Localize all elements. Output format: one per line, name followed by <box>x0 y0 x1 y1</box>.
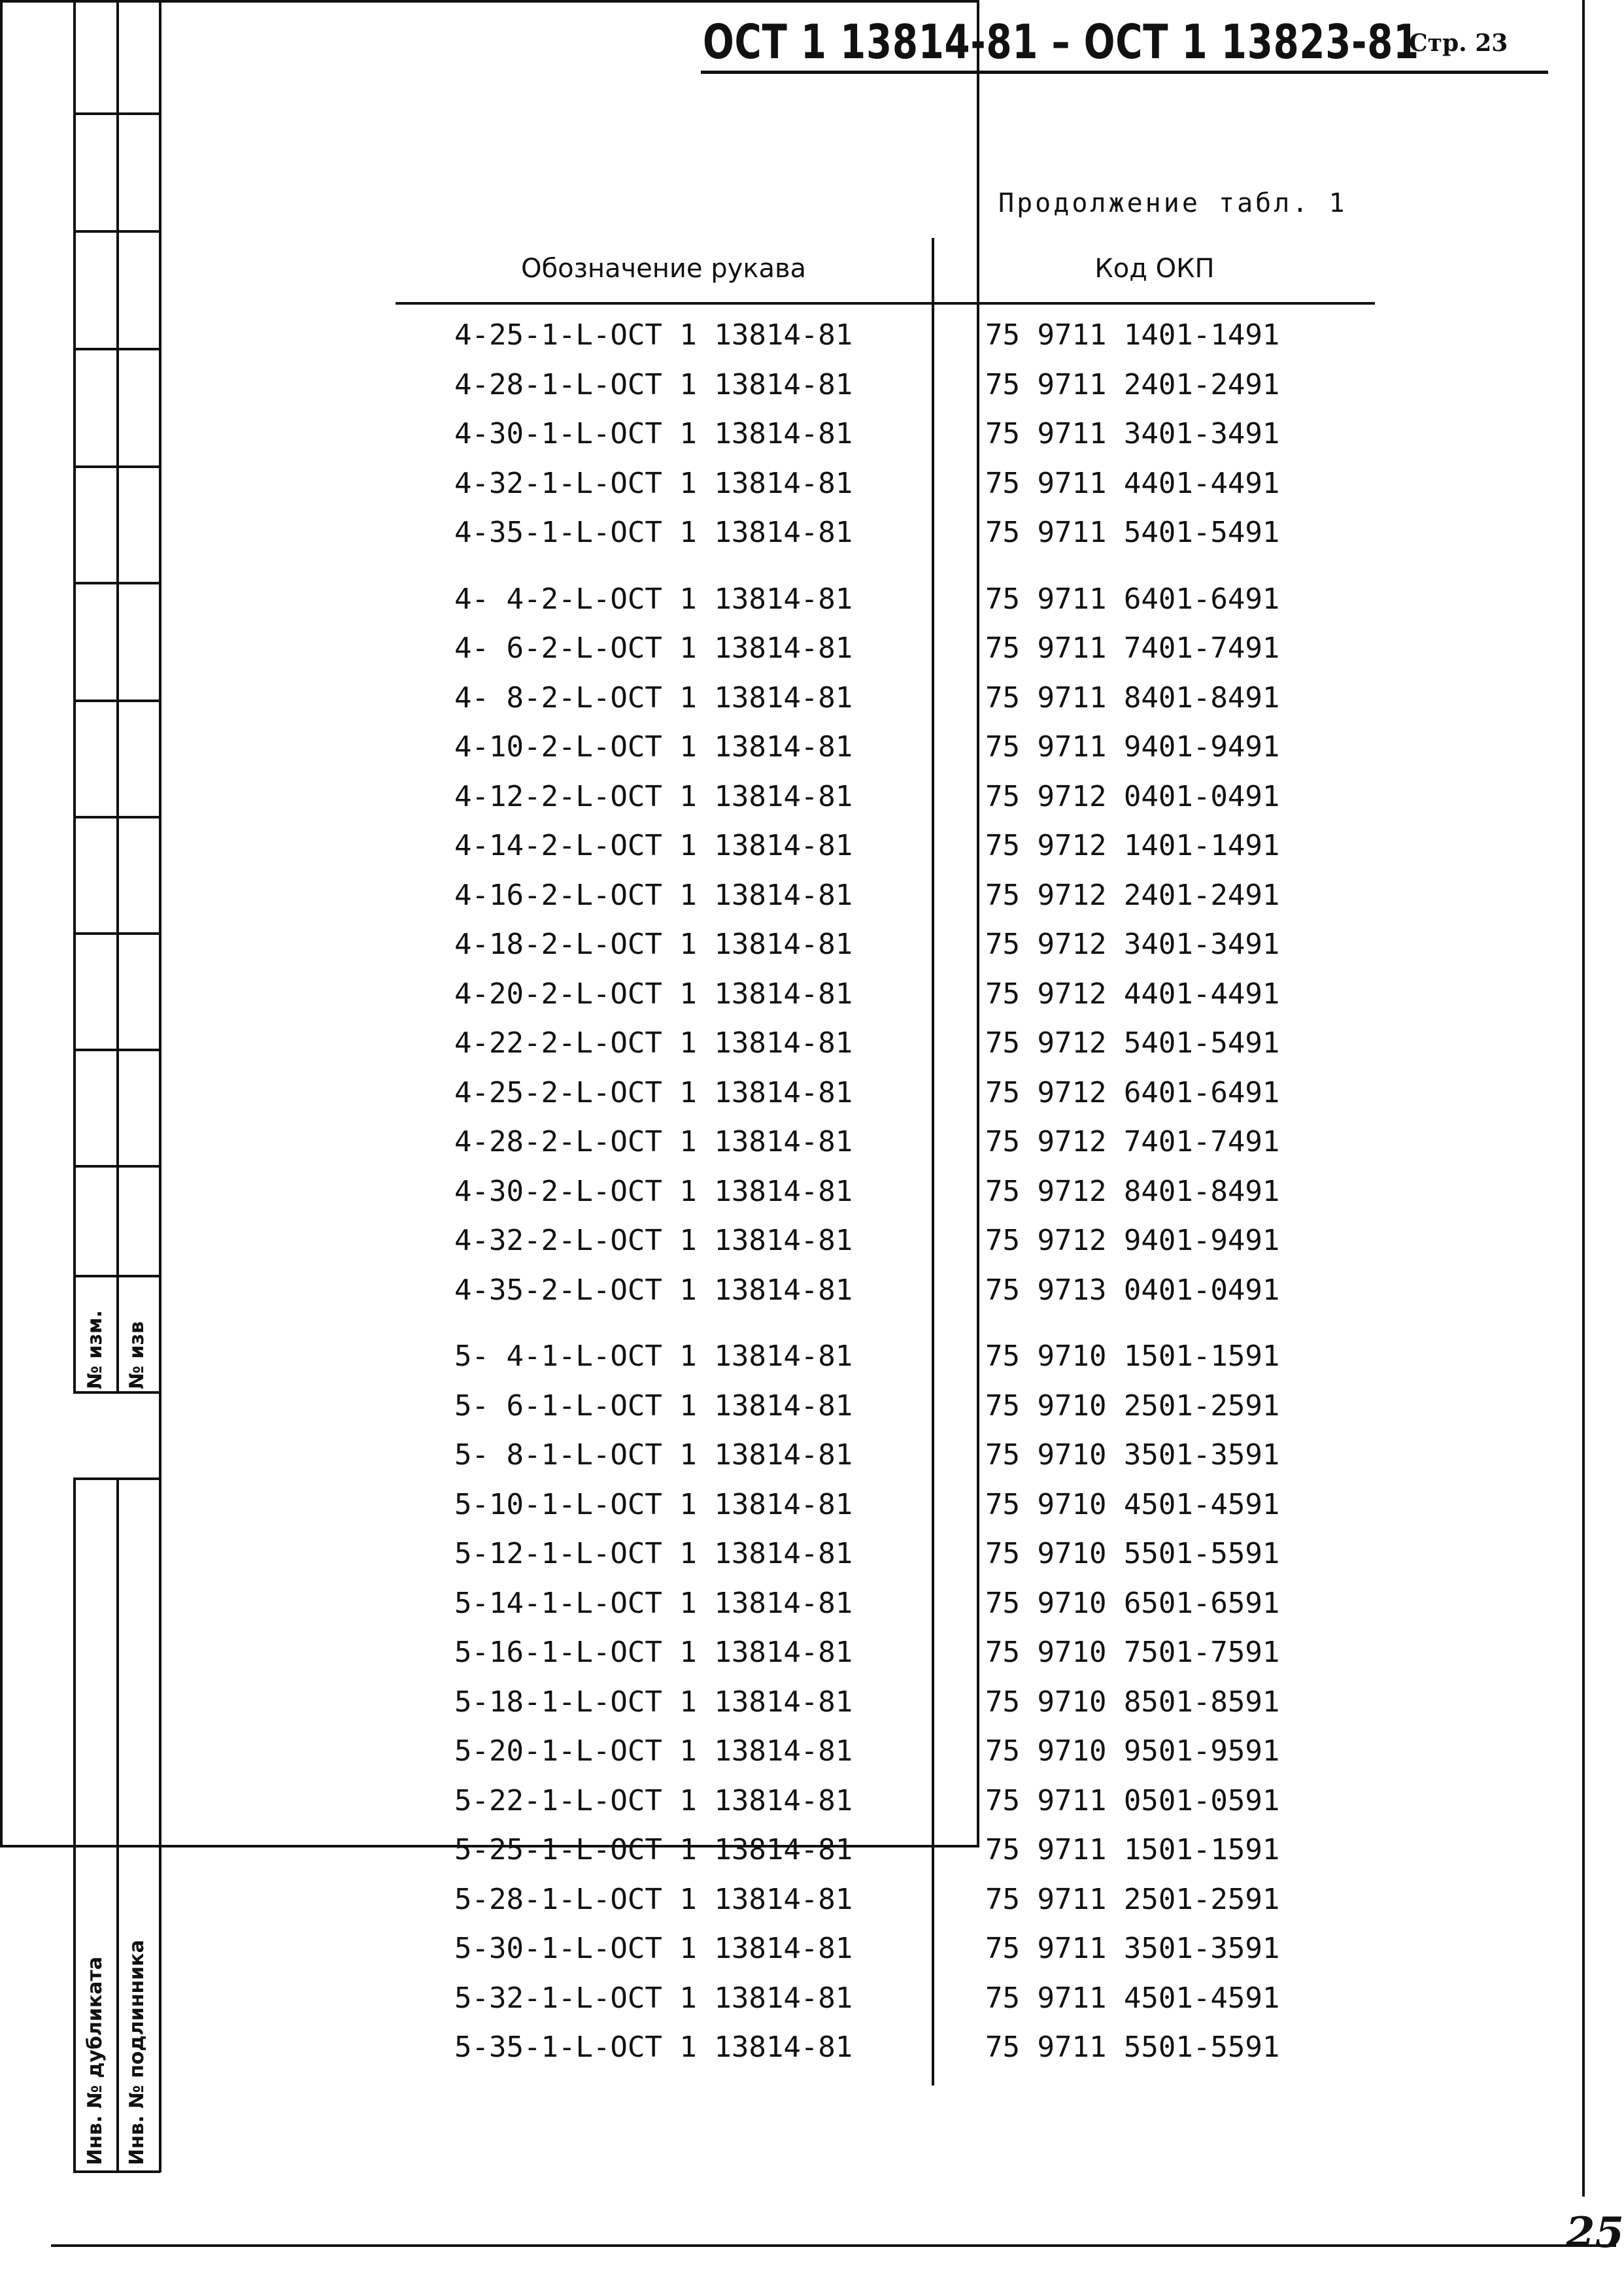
table-row <box>396 925 1375 964</box>
table-row <box>396 2028 1375 2067</box>
table-row <box>396 1633 1375 1672</box>
okp-code-cell: 75 9711 7401-7491 <box>985 632 1280 665</box>
table-row <box>396 1880 1375 1919</box>
okp-code-cell: 75 9711 2401-2491 <box>985 367 1280 401</box>
okp-code-cell: 75 9711 8401-8491 <box>985 681 1280 715</box>
hose-designation-cell: 5-28-1-L-ОСТ 1 13814-81 <box>454 1882 853 1916</box>
column-header-designation: Обозначение рукава <box>520 254 807 284</box>
inv-duplicate-label: Инв. № дубликата <box>84 1956 107 2165</box>
okp-code-cell: 75 9712 8401-8491 <box>985 1174 1280 1208</box>
table-row <box>396 1781 1375 1821</box>
table-row <box>396 1979 1375 2018</box>
hose-designation-cell: 4-12-2-L-ОСТ 1 13814-81 <box>454 779 853 813</box>
hose-designation-cell: 5-25-1-L-ОСТ 1 13814-81 <box>454 1833 853 1866</box>
document-designation: ОСТ 1 13814-81 – ОСТ 1 13823-81 <box>703 14 1419 69</box>
table-row <box>396 1830 1375 1870</box>
okp-code-cell: 75 9711 3401-3491 <box>985 417 1280 450</box>
column-header-okp-code: Код ОКП <box>1094 254 1215 284</box>
okp-code-cell: 75 9713 0401-0491 <box>985 1273 1280 1307</box>
okp-code-cell: 75 9711 3501-3591 <box>985 1932 1280 1965</box>
hose-designation-cell: 5- 8-1-L-ОСТ 1 13814-81 <box>454 1438 853 1472</box>
okp-code-cell: 75 9711 9401-9491 <box>985 730 1280 764</box>
table-row <box>396 1172 1375 1211</box>
hose-designation-cell: 4-20-2-L-ОСТ 1 13814-81 <box>454 977 853 1011</box>
hose-designation-cell: 5-16-1-L-ОСТ 1 13814-81 <box>454 1636 853 1669</box>
table-row <box>396 365 1375 405</box>
table-row <box>396 1436 1375 1475</box>
table-row <box>396 316 1375 355</box>
hose-designation-cell: 4- 6-2-L-ОСТ 1 13814-81 <box>454 632 853 665</box>
hose-designation-cell: 4-30-2-L-ОСТ 1 13814-81 <box>454 1174 853 1208</box>
okp-code-cell: 75 9711 6401-6491 <box>985 582 1280 616</box>
okp-code-cell: 75 9711 0501-0591 <box>985 1783 1280 1817</box>
okp-code-cell: 75 9712 2401-2491 <box>985 878 1280 912</box>
okp-code-cell: 75 9711 1401-1491 <box>985 318 1280 352</box>
table-row <box>396 679 1375 718</box>
okp-code-cell: 75 9711 4401-4491 <box>985 466 1280 500</box>
inv-original-label: Инв. № подлинника <box>126 1940 148 2165</box>
table-row <box>396 1073 1375 1113</box>
okp-code-cell: 75 9710 4501-4591 <box>985 1487 1280 1521</box>
hose-designation-cell: 4-18-2-L-ОСТ 1 13814-81 <box>454 928 853 961</box>
hose-designation-cell: 4-10-2-L-ОСТ 1 13814-81 <box>454 730 853 764</box>
hose-designation-cell: 4-22-2-L-ОСТ 1 13814-81 <box>454 1026 853 1060</box>
hose-designation-cell: 5-14-1-L-ОСТ 1 13814-81 <box>454 1586 853 1620</box>
table-row <box>396 876 1375 915</box>
okp-code-cell: 75 9710 3501-3591 <box>985 1438 1280 1472</box>
okp-code-cell: 75 9710 9501-9591 <box>985 1734 1280 1768</box>
table-row <box>396 1485 1375 1525</box>
okp-code-cell: 75 9711 5401-5491 <box>985 516 1280 549</box>
hose-designation-cell: 5-35-1-L-ОСТ 1 13814-81 <box>454 2031 853 2064</box>
hose-designation-cell: 4-32-1-L-ОСТ 1 13814-81 <box>454 466 853 500</box>
table-row <box>396 1337 1375 1376</box>
hose-designation-cell: 4-35-2-L-ОСТ 1 13814-81 <box>454 1273 853 1307</box>
hose-designation-cell: 4-28-2-L-ОСТ 1 13814-81 <box>454 1125 853 1158</box>
okp-code-cell: 75 9712 7401-7491 <box>985 1125 1280 1158</box>
hose-designation-cell: 5-20-1-L-ОСТ 1 13814-81 <box>454 1734 853 1768</box>
okp-code-cell: 75 9710 7501-7591 <box>985 1636 1280 1669</box>
table-row <box>396 728 1375 767</box>
table-row <box>396 580 1375 619</box>
continuation-label: Продолжение табл. 1 <box>998 188 1347 218</box>
okp-code-cell: 75 9710 1501-1591 <box>985 1340 1280 1373</box>
table-row <box>396 777 1375 817</box>
table-row <box>396 1584 1375 1623</box>
okp-code-cell: 75 9712 9401-9491 <box>985 1224 1280 1257</box>
hose-designation-cell: 5-22-1-L-ОСТ 1 13814-81 <box>454 1783 853 1817</box>
table-row <box>396 1024 1375 1063</box>
okp-code-cell: 75 9712 4401-4491 <box>985 977 1280 1011</box>
hose-designation-cell: 5- 6-1-L-ОСТ 1 13814-81 <box>454 1389 853 1423</box>
notice-no-label: № изв <box>126 1321 148 1389</box>
okp-code-cell: 75 9712 0401-0491 <box>985 779 1280 813</box>
page-label: Стр. 23 <box>1409 29 1508 57</box>
table-row <box>396 414 1375 454</box>
hose-designation-cell: 4-14-2-L-ОСТ 1 13814-81 <box>454 829 853 862</box>
hose-designation-cell: 4-25-2-L-ОСТ 1 13814-81 <box>454 1075 853 1109</box>
hose-designation-cell: 5-32-1-L-ОСТ 1 13814-81 <box>454 1981 853 2015</box>
hose-designation-cell: 4- 8-2-L-ОСТ 1 13814-81 <box>454 681 853 715</box>
okp-code-cell: 75 9710 5501-5591 <box>985 1537 1280 1570</box>
hose-designation-cell: 5-30-1-L-ОСТ 1 13814-81 <box>454 1932 853 1965</box>
table-row <box>396 1683 1375 1722</box>
table-row <box>396 1221 1375 1260</box>
page-number: 25 <box>1566 2208 1624 2257</box>
hose-designation-cell: 5-10-1-L-ОСТ 1 13814-81 <box>454 1487 853 1521</box>
table-row <box>396 1732 1375 1771</box>
okp-code-cell: 75 9711 2501-2591 <box>985 1882 1280 1916</box>
hose-designation-cell: 5- 4-1-L-ОСТ 1 13814-81 <box>454 1340 853 1373</box>
okp-code-cell: 75 9710 6501-6591 <box>985 1586 1280 1620</box>
okp-code-cell: 75 9712 1401-1491 <box>985 829 1280 862</box>
hose-designation-cell: 5-12-1-L-ОСТ 1 13814-81 <box>454 1537 853 1570</box>
hose-designation-cell: 4-25-1-L-ОСТ 1 13814-81 <box>454 318 853 352</box>
hose-designation-cell: 4-30-1-L-ОСТ 1 13814-81 <box>454 417 853 450</box>
header-divider <box>396 302 1375 305</box>
change-no-label: № изм. <box>84 1310 107 1389</box>
table-row <box>396 1271 1375 1310</box>
hose-designation-cell: 4-32-2-L-ОСТ 1 13814-81 <box>454 1224 853 1257</box>
okp-code-cell: 75 9712 3401-3491 <box>985 928 1280 961</box>
table-row <box>396 1122 1375 1162</box>
okp-code-cell: 75 9712 6401-6491 <box>985 1075 1280 1109</box>
right-border <box>1582 0 1585 2197</box>
okp-code-cell: 75 9711 5501-5591 <box>985 2031 1280 2064</box>
table-row <box>396 975 1375 1014</box>
hose-designation-cell: 4-35-1-L-ОСТ 1 13814-81 <box>454 516 853 549</box>
table-row <box>396 513 1375 552</box>
header-underline <box>701 71 1548 74</box>
okp-code-cell: 75 9711 4501-4591 <box>985 1981 1280 2015</box>
hose-designation-cell: 5-18-1-L-ОСТ 1 13814-81 <box>454 1685 853 1719</box>
table-row <box>396 1929 1375 1968</box>
table-row <box>396 826 1375 866</box>
hose-designation-cell: 4-16-2-L-ОСТ 1 13814-81 <box>454 878 853 912</box>
hose-designation-cell: 4- 4-2-L-ОСТ 1 13814-81 <box>454 582 853 616</box>
okp-code-cell: 75 9710 8501-8591 <box>985 1685 1280 1719</box>
table-row <box>396 464 1375 503</box>
table-row <box>396 1387 1375 1426</box>
okp-code-cell: 75 9711 1501-1591 <box>985 1833 1280 1866</box>
okp-code-cell: 75 9712 5401-5491 <box>985 1026 1280 1060</box>
table-row <box>396 1534 1375 1574</box>
table-row <box>396 629 1375 668</box>
hose-designation-cell: 4-28-1-L-ОСТ 1 13814-81 <box>454 367 853 401</box>
bottom-border <box>51 2244 1616 2247</box>
okp-code-cell: 75 9710 2501-2591 <box>985 1389 1280 1423</box>
